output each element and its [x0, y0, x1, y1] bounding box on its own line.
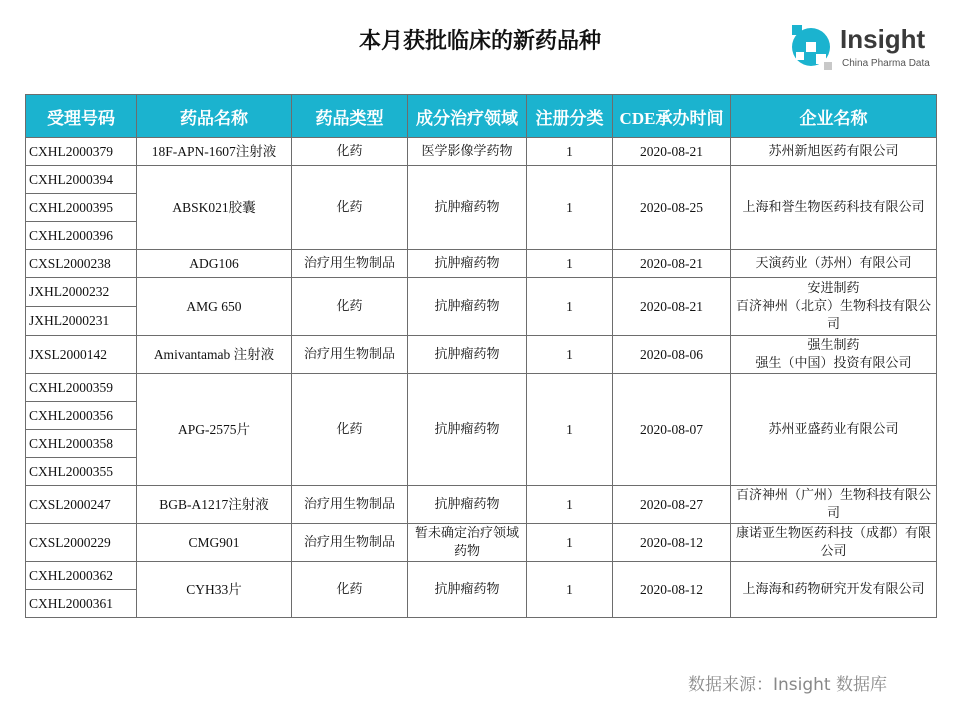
company-line: 百济神州（北京）生物科技有限公司 — [735, 298, 931, 332]
cell-registration-class: 1 — [527, 250, 613, 278]
header-cell: 药品名称 — [137, 95, 292, 138]
cell-acceptance-no: JXHL2000231 — [26, 307, 137, 336]
cell-registration-class: 1 — [527, 486, 613, 524]
cell-drug-name: ADG106 — [137, 250, 292, 278]
cell-acceptance-no: CXHL2000358 — [26, 430, 137, 458]
cell-acceptance-no: CXHL2000394 — [26, 166, 137, 194]
cell-cde-date: 2020-08-21 — [613, 138, 731, 166]
cell-cde-date: 2020-08-06 — [613, 336, 731, 374]
company-line: 苏州亚盛药业有限公司 — [768, 421, 899, 437]
cell-acceptance-no: CXHL2000359 — [26, 374, 137, 402]
cell-company — [731, 562, 937, 618]
company-line: 苏州新旭医药有限公司 — [768, 143, 899, 159]
cell-acceptance-no: CXHL2000356 — [26, 402, 137, 430]
cell-acceptance-no: JXHL2000232 — [26, 278, 137, 307]
cell-registration-class: 1 — [527, 374, 613, 486]
cell-therapeutic-area: 抗肿瘤药物 — [408, 166, 527, 250]
cell-cde-date: 2020-08-25 — [613, 166, 731, 250]
cell-drug-name: Amivantamab 注射液 — [137, 336, 292, 374]
cell-cde-date: 2020-08-21 — [613, 278, 731, 336]
table-row — [26, 524, 937, 562]
cell-drug-type: 治疗用生物制品 — [292, 524, 408, 562]
cell-drug-name: ABSK021胶囊 — [137, 166, 292, 250]
cell-cde-date: 2020-08-21 — [613, 250, 731, 278]
header-cell: 注册分类 — [527, 95, 613, 138]
data-source-note: 数据来源：Insight 数据库 — [688, 675, 888, 695]
cell-drug-name: 18F-APN-1607注射液 — [137, 138, 292, 166]
cell-therapeutic-area: 抗肿瘤药物 — [408, 278, 527, 336]
table-body — [26, 138, 937, 618]
company-line: 康诺亚生物医药科技（成都）有限公司 — [735, 525, 931, 559]
cell-drug-type: 化药 — [292, 374, 408, 486]
cell-registration-class: 1 — [527, 562, 613, 618]
cell-therapeutic-area: 抗肿瘤药物 — [408, 250, 527, 278]
cell-drug-type: 化药 — [292, 562, 408, 618]
cell-cde-date: 2020-08-12 — [613, 524, 731, 562]
cell-company — [731, 278, 937, 336]
cell-company — [731, 166, 937, 250]
logo-name: Insight — [840, 24, 926, 54]
cell-acceptance-no: CXHL2000362 — [26, 562, 137, 590]
cell-cde-date: 2020-08-07 — [613, 374, 731, 486]
table-row — [26, 166, 937, 194]
header-cell: CDE承办时间 — [613, 95, 731, 138]
header-cell: 药品类型 — [292, 95, 408, 138]
cell-drug-name: CMG901 — [137, 524, 292, 562]
cell-company — [731, 138, 937, 166]
cell-drug-name: CYH33片 — [137, 562, 292, 618]
cell-drug-type: 治疗用生物制品 — [292, 336, 408, 374]
cell-company — [731, 486, 937, 524]
cell-company — [731, 374, 937, 486]
cell-cde-date: 2020-08-12 — [613, 562, 731, 618]
cell-acceptance-no: CXHL2000361 — [26, 590, 137, 618]
company-line: 上海和誉生物医药科技有限公司 — [742, 199, 925, 215]
header-cell: 受理号码 — [26, 95, 137, 138]
cell-registration-class: 1 — [527, 524, 613, 562]
cell-drug-type: 化药 — [292, 138, 408, 166]
company-line: 强生制药 — [807, 337, 860, 353]
company-line: 天演药业（苏州）有限公司 — [755, 255, 912, 271]
cell-registration-class: 1 — [527, 336, 613, 374]
cell-acceptance-no: CXHL2000355 — [26, 458, 137, 486]
cell-company — [731, 250, 937, 278]
table-row — [26, 336, 937, 374]
cell-registration-class: 1 — [527, 278, 613, 336]
cell-drug-name: APG-2575片 — [137, 374, 292, 486]
logo-subtitle: China Pharma Data — [842, 58, 930, 69]
cell-acceptance-no: JXSL2000142 — [26, 336, 137, 374]
cell-drug-type: 化药 — [292, 278, 408, 336]
table-row — [26, 562, 937, 590]
company-line: 上海海和药物研究开发有限公司 — [742, 581, 925, 597]
page-title: 本月获批临床的新药品种 — [358, 29, 601, 54]
cell-acceptance-no: CXHL2000395 — [26, 194, 137, 222]
cell-acceptance-no: CXSL2000238 — [26, 250, 137, 278]
cell-cde-date: 2020-08-27 — [613, 486, 731, 524]
cell-therapeutic-area: 抗肿瘤药物 — [408, 374, 527, 486]
cell-acceptance-no: CXHL2000379 — [26, 138, 137, 166]
insight-logo-icon — [786, 22, 836, 72]
header-cell: 企业名称 — [731, 95, 937, 138]
cell-therapeutic-area: 抗肿瘤药物 — [408, 562, 527, 618]
cell-acceptance-no: CXHL2000396 — [26, 222, 137, 250]
table-header-row — [26, 95, 937, 138]
cell-therapeutic-area: 医学影像学药物 — [408, 138, 527, 166]
cell-registration-class: 1 — [527, 166, 613, 250]
company-line: 强生（中国）投资有限公司 — [755, 355, 912, 371]
table-row — [26, 374, 937, 402]
cell-company — [731, 524, 937, 562]
cell-drug-type: 治疗用生物制品 — [292, 250, 408, 278]
cell-therapeutic-area: 抗肿瘤药物 — [408, 486, 527, 524]
cell-therapeutic-area: 抗肿瘤药物 — [408, 336, 527, 374]
table-row — [26, 250, 937, 278]
cell-drug-type: 化药 — [292, 166, 408, 250]
cell-acceptance-no: CXSL2000229 — [26, 524, 137, 562]
table-row — [26, 278, 937, 307]
cell-acceptance-no: CXSL2000247 — [26, 486, 137, 524]
insight-logo — [786, 22, 946, 74]
cell-drug-name: AMG 650 — [137, 278, 292, 336]
cell-drug-type: 治疗用生物制品 — [292, 486, 408, 524]
cell-therapeutic-area: 暂未确定治疗领域药物 — [408, 524, 527, 562]
company-line: 百济神州（广州）生物科技有限公司 — [735, 487, 931, 521]
table-row — [26, 486, 937, 524]
cell-company — [731, 336, 937, 374]
cell-drug-name: BGB-A1217注射液 — [137, 486, 292, 524]
table-row — [26, 138, 937, 166]
cell-registration-class: 1 — [527, 138, 613, 166]
company-line: 安进制药 — [807, 280, 860, 296]
header-cell: 成分治疗领域 — [408, 95, 527, 138]
drug-table — [25, 94, 937, 618]
